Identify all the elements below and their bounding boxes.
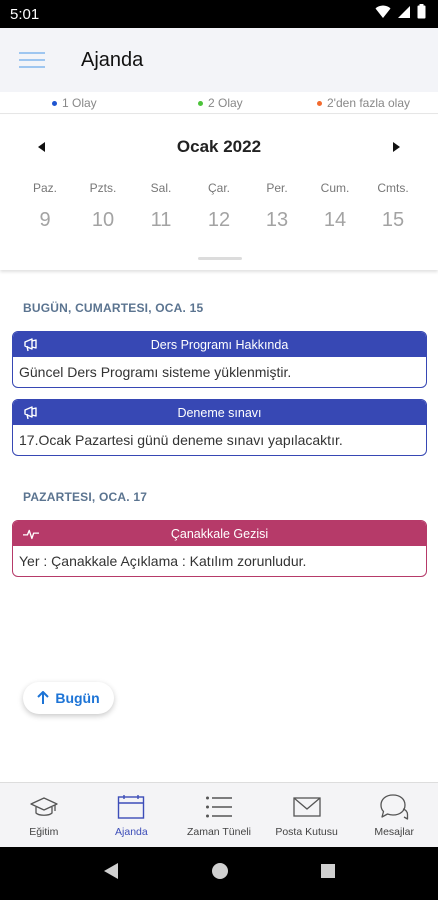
legend-item-1: [52, 96, 97, 110]
day-cell[interactable]: [132, 181, 190, 232]
next-week-button[interactable]: [384, 135, 408, 159]
day-cell[interactable]: [306, 181, 364, 232]
wifi-icon: [375, 5, 391, 24]
day-number: 15: [381, 209, 405, 231]
event-legend: [0, 92, 438, 114]
week-calendar: [0, 115, 438, 270]
cell-signal-icon: [397, 5, 411, 24]
day-number: 14: [323, 209, 347, 231]
legend-dot-icon: [317, 101, 322, 106]
day-name: Paz.: [32, 181, 57, 195]
day-cell[interactable]: [248, 181, 306, 232]
legend-label: 1 Olay: [62, 96, 97, 110]
day-cell[interactable]: [190, 181, 248, 232]
month-row: [0, 135, 438, 159]
nav-item-mesajlar[interactable]: [350, 783, 438, 847]
system-navigation-bar: [0, 847, 438, 900]
section-header: PAZARTESI, OCA. 17: [23, 490, 148, 504]
day-name: Per.: [266, 181, 288, 195]
legend-dot-icon: [52, 101, 57, 106]
day-number: 12: [207, 209, 231, 231]
day-number: 11: [150, 209, 172, 231]
pulse-icon: [23, 526, 39, 542]
event-header: [13, 521, 426, 546]
app-header: [0, 28, 438, 92]
day-name: Pzts.: [89, 181, 117, 195]
nav-label: Zaman Tüneli: [186, 826, 251, 838]
day-name: Cum.: [320, 181, 350, 195]
day-number: 10: [91, 209, 115, 231]
day-number: 9: [39, 209, 51, 231]
graduation-cap-icon: [29, 793, 59, 821]
chat-bubbles-icon: [379, 793, 409, 821]
nav-label: Ajanda: [115, 826, 148, 838]
event-title: Çanakkale Gezisi: [170, 526, 269, 541]
recents-icon[interactable]: [320, 863, 336, 884]
page-title: Ajanda: [81, 48, 144, 71]
hamburger-menu-icon[interactable]: [0, 28, 64, 92]
status-bar: [0, 0, 438, 28]
bottom-navigation: [0, 782, 438, 847]
event-card[interactable]: [12, 399, 427, 456]
day-name: Çar.: [207, 181, 230, 195]
event-card[interactable]: [12, 331, 427, 388]
nav-label: Eğitim: [29, 826, 59, 838]
legend-item-3: [317, 96, 410, 110]
legend-dot-icon: [198, 101, 203, 106]
event-description: Yer : Çanakkale Açıklama : Katılım zorunludur.: [19, 553, 307, 569]
event-description: Güncel Ders Programı sisteme yüklenmiştir.: [19, 364, 292, 380]
nav-label: Mesajlar: [374, 826, 415, 838]
nav-item-zaman-tuneli[interactable]: [175, 783, 263, 847]
timeline-list-icon: [204, 793, 234, 821]
back-icon[interactable]: [102, 862, 120, 885]
event-card[interactable]: [12, 520, 427, 577]
event-header: [13, 332, 426, 357]
calendar-drag-handle[interactable]: [198, 257, 242, 260]
megaphone-icon: [23, 337, 39, 353]
status-time: 5:01: [10, 5, 40, 23]
event-title: Ders Programı Hakkında: [150, 337, 289, 352]
nav-item-ajanda[interactable]: [88, 783, 176, 847]
arrow-up-icon: [37, 691, 49, 705]
section-header: BUGÜN, CUMARTESI, OCA. 15: [23, 301, 204, 315]
legend-label: 2'den fazla olay: [327, 96, 411, 110]
nav-item-egitim[interactable]: [0, 783, 88, 847]
today-button[interactable]: [23, 682, 114, 714]
legend-item-2: [198, 96, 243, 110]
month-title: Ocak 2022: [176, 137, 262, 156]
caret-right-icon: [392, 142, 400, 152]
nav-item-posta-kutusu[interactable]: [263, 783, 351, 847]
day-name: Cmts.: [377, 181, 409, 195]
day-cell[interactable]: [364, 181, 422, 232]
battery-icon: [417, 4, 426, 24]
calendar-icon: [116, 793, 146, 821]
day-number: 13: [265, 209, 289, 231]
legend-label: 2 Olay: [208, 96, 243, 110]
home-icon[interactable]: [211, 862, 229, 885]
status-icons: [375, 4, 426, 24]
event-description: 17.Ocak Pazartesi günü deneme sınavı yapılacaktır.: [19, 432, 343, 448]
day-cell[interactable]: [74, 181, 132, 232]
day-name: Sal.: [150, 181, 172, 195]
day-cell[interactable]: [16, 181, 74, 232]
megaphone-icon: [23, 405, 39, 421]
today-button-label: Bugün: [55, 690, 100, 706]
event-title: Deneme sınavı: [177, 405, 262, 420]
week-days: [16, 181, 422, 232]
nav-label: Posta Kutusu: [275, 826, 338, 838]
event-header: [13, 400, 426, 425]
envelope-icon: [292, 793, 322, 821]
